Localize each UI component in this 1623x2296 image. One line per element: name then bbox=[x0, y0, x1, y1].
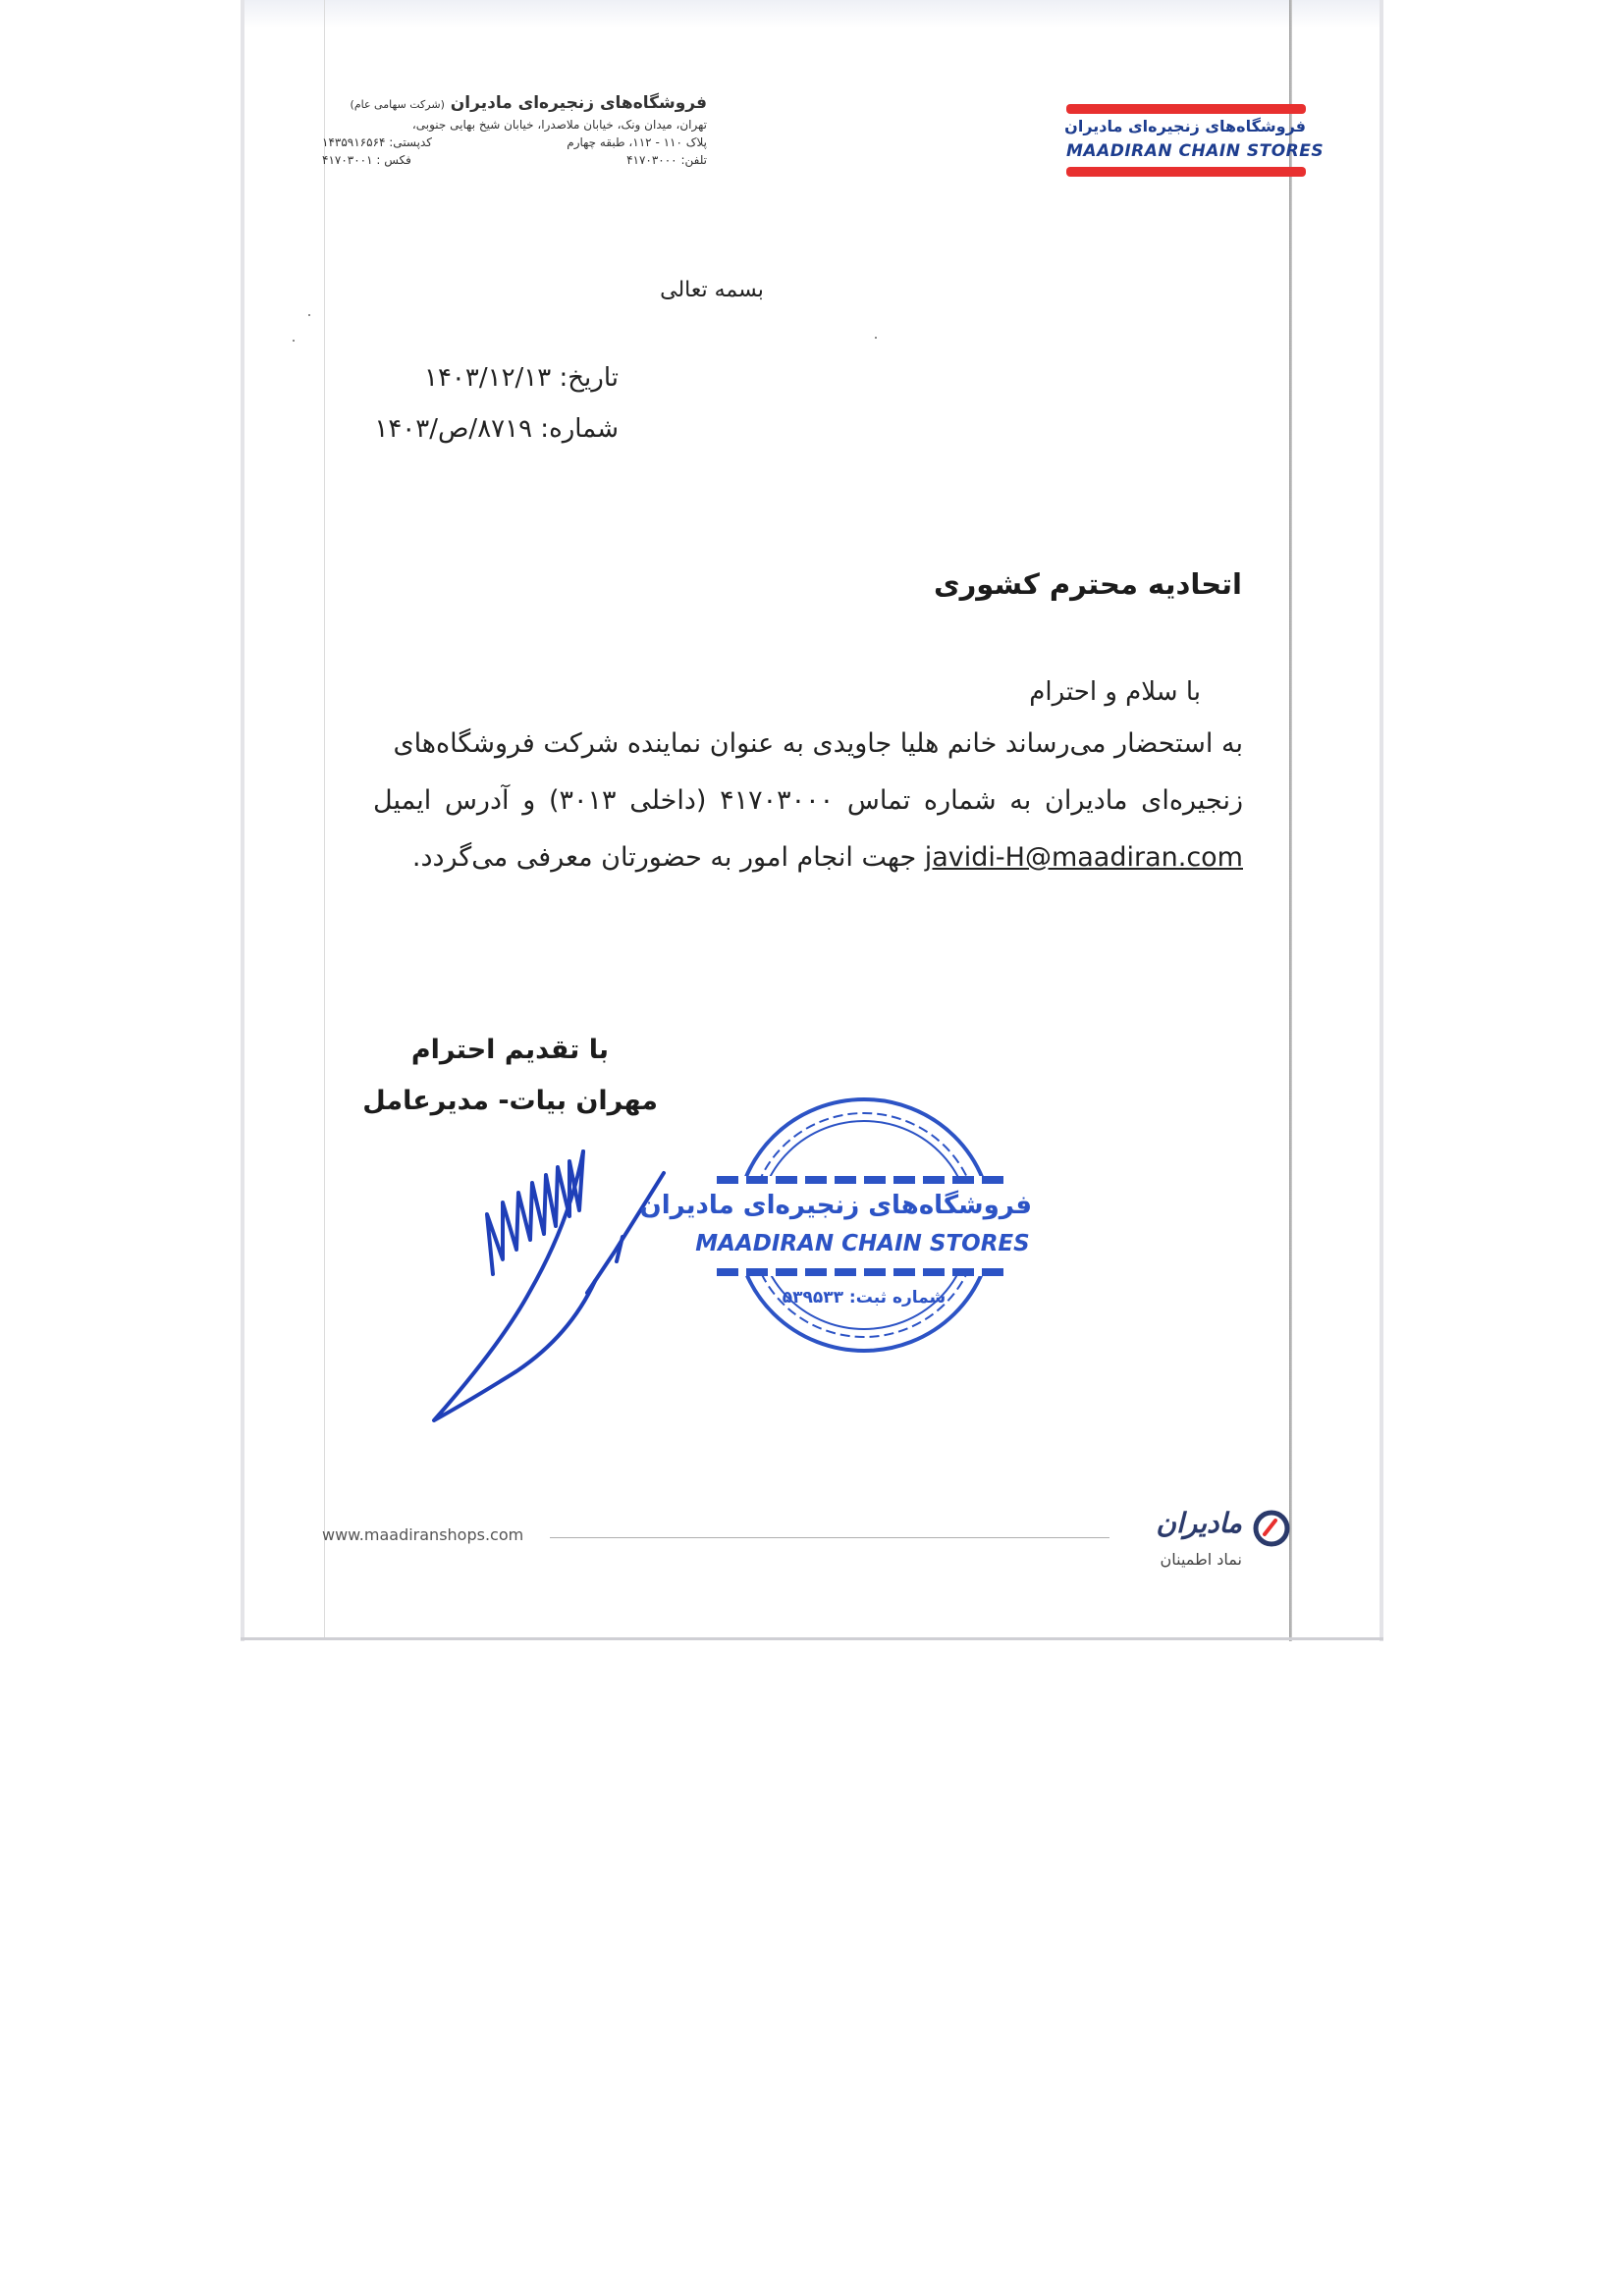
company-type-text: (شرکت سهامی عام) bbox=[350, 98, 445, 111]
maadiran-logo bbox=[1064, 104, 1325, 179]
company-name-text: فروشگاه‌های زنجیره‌ای مادیران bbox=[450, 93, 707, 113]
letterhead-row-1 bbox=[322, 133, 707, 151]
footer-logo bbox=[1124, 1507, 1301, 1579]
letterhead-row-2 bbox=[322, 151, 707, 169]
letterhead-company-name bbox=[322, 92, 707, 116]
contact-email: javidi-H@maadiran.com bbox=[924, 842, 1243, 873]
letter-greeting: با سلام و احترام bbox=[1029, 677, 1201, 707]
letterhead-fax: فکس : ۴۱۷۰۳۰۰۱ bbox=[322, 153, 411, 167]
speck bbox=[293, 340, 295, 342]
letter-paragraph-line-2: زنجیره‌ای مادیران به شماره تماس ۴۱۷۰۳۰۰۰ (داخلی ۳۰۱۳) و آدرس ایمیل bbox=[373, 785, 1243, 816]
letter-date: تاریخ: ۱۴۰۳/۱۲/۱۳ bbox=[423, 363, 619, 393]
speck bbox=[875, 337, 877, 339]
letter-paragraph-line-3 bbox=[373, 842, 1243, 873]
company-stamp bbox=[639, 1078, 1041, 1372]
stamp-registration-number: شماره ثبت: ۵۳۹۵۳۳ bbox=[782, 1288, 947, 1308]
scan-edge-left bbox=[241, 0, 244, 1641]
besmeh-heading: بسمه تعالی bbox=[660, 278, 764, 302]
paper-fold-line bbox=[1289, 0, 1292, 1641]
logo-persian-text: فروشگاه‌های زنجیره‌ای مادیران bbox=[1064, 117, 1306, 135]
letterhead-postal-code: کدپستی: ۱۴۳۵۹۱۶۵۶۴ bbox=[322, 135, 432, 149]
letter-closing: با تقدیم احترام bbox=[410, 1035, 609, 1065]
letterhead-address-detail: پلاک ۱۱۰ - ۱۱۲، طبقه چهارم bbox=[567, 135, 707, 149]
speck bbox=[308, 314, 310, 316]
scan-edge-right bbox=[1380, 0, 1383, 1641]
logo-bar-top bbox=[1066, 104, 1306, 114]
letterhead-address-block bbox=[322, 92, 707, 169]
letter-paragraph-line-3-text: جهت انجام امور به حضورتان معرفی می‌گردد. bbox=[411, 842, 925, 873]
stamp-english-text: MAADIRAN CHAIN STORES bbox=[695, 1231, 1030, 1256]
letterhead-phone: تلفن: ۴۱۷۰۳۰۰۰ bbox=[626, 153, 707, 167]
handwritten-signature bbox=[422, 1144, 677, 1428]
footer-website: www.maadiranshops.com bbox=[322, 1525, 524, 1544]
letter-paragraph-line-1: به استحضار می‌رساند خانم هلیا جاویدی به عنوان نماینده شرکت فروشگاه‌های bbox=[393, 728, 1243, 759]
letterhead-address: تهران، میدان ونک، خیابان ملاصدرا، خیابان شیخ بهایی جنوبی، bbox=[411, 118, 707, 132]
letter-addressee: اتحادیه محترم کشوری bbox=[934, 567, 1242, 601]
logo-bar-bottom bbox=[1066, 167, 1306, 177]
stamp-persian-text: فروشگاه‌های زنجیره‌ای مادیران bbox=[639, 1191, 1032, 1220]
footer-divider bbox=[550, 1537, 1109, 1538]
scan-bottom-edge bbox=[241, 1637, 1383, 1640]
footer-tagline: نماد اطمینان bbox=[1160, 1550, 1242, 1569]
logo-english-text: MAADIRAN CHAIN STORES bbox=[1066, 141, 1325, 161]
letter-number: شماره: ۸۷۱۹/ص/۱۴۰۳ bbox=[374, 414, 619, 444]
letter-signer: مهران بیات- مدیرعامل bbox=[362, 1086, 658, 1116]
maadiran-mark-icon bbox=[1252, 1509, 1291, 1548]
footer-logo-word: مادیران bbox=[1156, 1507, 1242, 1539]
